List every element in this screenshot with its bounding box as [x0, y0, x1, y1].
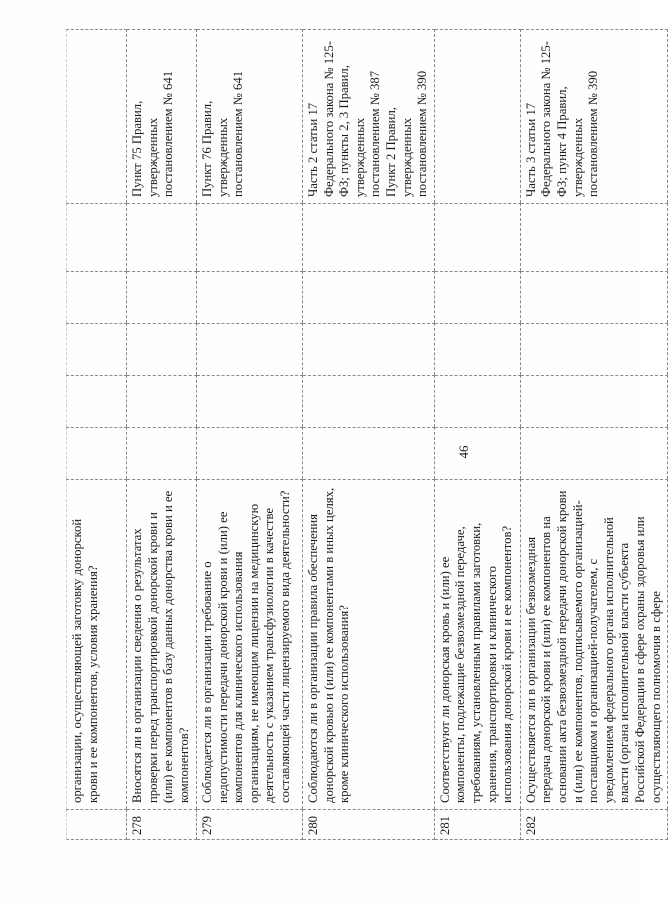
table-row: [303, 30, 435, 840]
table-row: [67, 30, 127, 840]
question-cell: Соблюдается ли в организации требование о недопустимости передачи донорской крови и (или) ее компонентов для клинического использования организациям, не имеющим лицензии на медицинскую деятельность с указанием трансфузиологии в качестве составляющей части лицензируемого вида деятельности?: [197, 480, 303, 810]
reference-cell: Часть 2 статьи 17 Федерального закона № 125-ФЗ; пункты 2, 3 Правил, утвержденных постановлением № 387 Пункт 2 Правил, утвержденных постановлением № 390: [303, 30, 435, 204]
question-cell: Осуществляется ли в организации безвозмездная передача донорской крови и (или) ее компонентов на основании акта безвозмездной передачи донорской крови и (или) ее компонентов, подписываемого организацией-поставщиком и организацией-получателем, с уведомлением федерального органа исполнительной власти (органа исполнительной власти субъекта Российской Федерации в сфере охраны здоровья или осуществляющего полномочия в сфере: [520, 480, 667, 810]
answer-cell-no: [67, 376, 127, 428]
answer-cell-yes: [127, 428, 197, 480]
answer-cell-na: [197, 324, 303, 376]
reference-cell: [67, 30, 127, 204]
answer-cell-yes: [303, 428, 435, 480]
answer-cell-extra: [127, 272, 197, 324]
answer-cell-yes: [197, 428, 303, 480]
row-number: 279: [197, 810, 303, 840]
answer-cell-extra: [197, 272, 303, 324]
table-row: [520, 30, 667, 840]
answer-cell-no: [520, 376, 667, 428]
row-number: 281: [434, 810, 520, 840]
answer-cell-na: [127, 324, 197, 376]
page-number: 46: [456, 445, 471, 459]
comment-cell: [67, 204, 127, 272]
answer-cell-na: [67, 324, 127, 376]
comment-cell: [520, 204, 667, 272]
answer-cell-extra: [520, 272, 667, 324]
row-number: [67, 810, 127, 840]
answer-cell-yes: [520, 428, 667, 480]
table-row: [434, 30, 520, 840]
answer-cell-na: [303, 324, 435, 376]
question-cell: Соответствуют ли донорская кровь и (или) ее компоненты, подлежащие безвозмездной передаче, требованиям, установленным правилами заготовки, хранения, транспортировки и клинического использования донорской крови и ее компонентов?: [434, 480, 520, 810]
checklist-table-rotated: [66, 30, 663, 840]
comment-cell: [197, 204, 303, 272]
table-row: [197, 30, 303, 840]
answer-cell-yes: [67, 428, 127, 480]
table-row: [127, 30, 197, 840]
question-cell: организации, осуществляющей заготовку донорской крови и ее компонентов, условия хранения?: [67, 480, 127, 810]
comment-cell: [434, 204, 520, 272]
reference-cell: Пункт 76 Правил, утвержденных постановлением № 641: [197, 30, 303, 204]
answer-cell-no: [127, 376, 197, 428]
answer-cell-no: [434, 376, 520, 428]
comment-cell: [127, 204, 197, 272]
answer-cell-extra: [67, 272, 127, 324]
comment-cell: [303, 204, 435, 272]
answer-cell-na: [520, 324, 667, 376]
answer-cell-na: [434, 324, 520, 376]
row-number: 282: [520, 810, 667, 840]
checklist-table: [66, 29, 668, 840]
answer-cell-no: [303, 376, 435, 428]
reference-cell: Часть 3 статьи 17 Федерального закона № 125-ФЗ; пункт 4 Правил, утвержденных постановлением № 390: [520, 30, 667, 204]
answer-cell-no: [197, 376, 303, 428]
answer-cell-yes: [434, 428, 520, 480]
answer-cell-extra: [434, 272, 520, 324]
question-cell: Вносятся ли в организации сведения о результатах проверки перед транспортировкой донорской крови и (или) ее компонентов в базу данных донорства крови и ее компонентов?: [127, 480, 197, 810]
answer-cell-extra: [303, 272, 435, 324]
row-number: 280: [303, 810, 435, 840]
reference-cell: Пункт 75 Правил, утвержденных постановлением № 641: [127, 30, 197, 204]
row-number: 278: [127, 810, 197, 840]
question-cell: Соблюдаются ли в организации правила обеспечения донорской кровью и (или) ее компонентами в иных целях, кроме клинического использования?: [303, 480, 435, 810]
reference-cell: [434, 30, 520, 204]
